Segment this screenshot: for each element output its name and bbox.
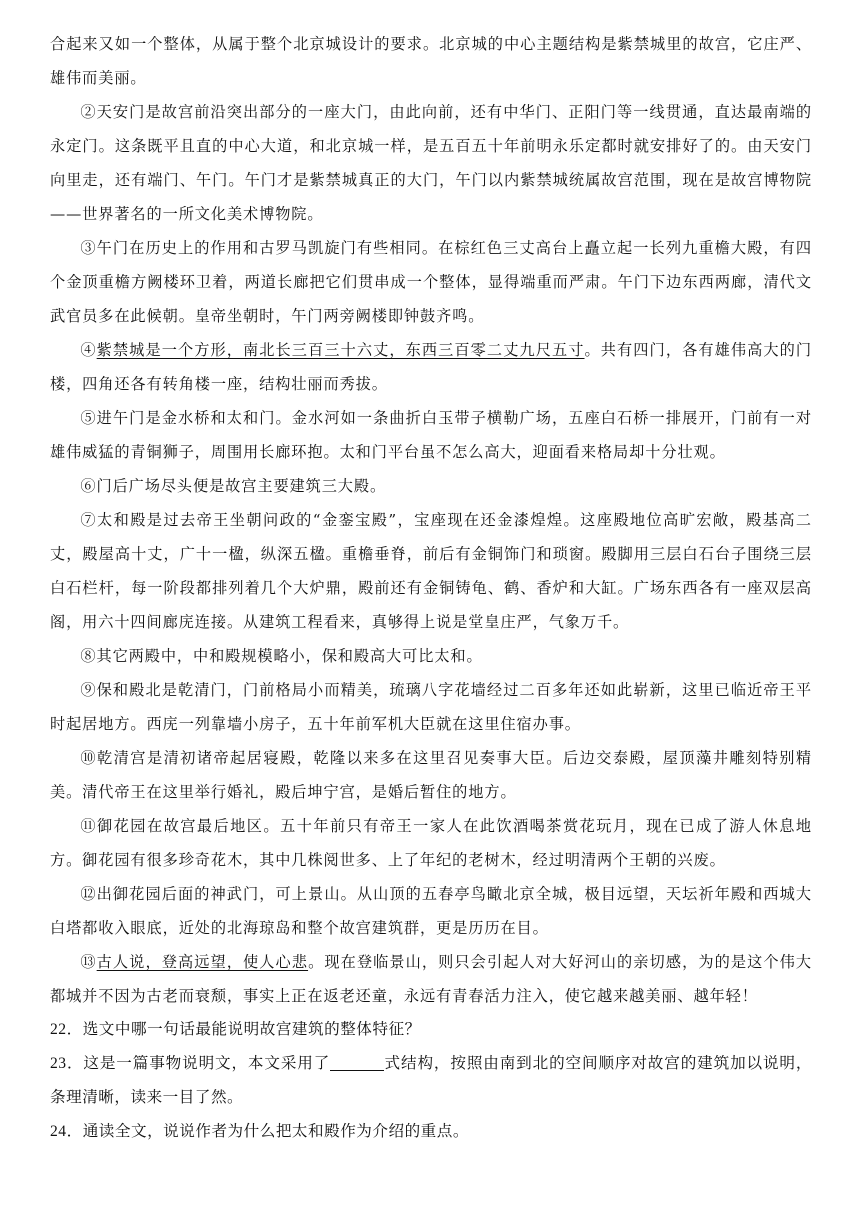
paragraph-5: ⑤进午门是金水桥和太和门。金水河如一条曲折白玉带子横勒广场，五座白石桥一排展开，门前有一对雄伟威猛的青铜狮子，周围用长廊环抱。太和门平台虽不怎么高大，迎面看来格局却十分壮观。: [50, 409, 812, 461]
paragraph-9: ⑨保和殿北是乾清门，门前格局小而精美，琉璃八字花墙经过二百多年还如此崭新，这里已临近帝王平时起居地方。西庑一列靠墙小房子，五十年前军机大臣就在这里住宿办事。: [50, 681, 812, 733]
paragraph-13-number: ⑬: [80, 953, 97, 971]
paragraph-6: ⑥门后广场尽头便是故宫主要建筑三大殿。: [80, 477, 387, 495]
paragraph-continuation: 合起来又如一个整体，从属于整个北京城设计的要求。北京城的中心主题结构是紫禁城里的故宫，它庄严、雄伟而美丽。: [50, 35, 812, 87]
underlined-sentence-13: 古人说，登高远望，使人心悲: [96, 953, 309, 971]
paragraph-11: ⑪御花园在故宫最后地区。五十年前只有帝王一家人在此饮酒喝茶赏花玩月，现在已成了游人休息地方。御花园有很多珍奇花木，其中几株阅世多、上了年纪的老树木，经过明清两个王朝的兴废。: [50, 817, 812, 869]
paragraph-10: ⑩乾清宫是清初诸帝起居寝殿，乾隆以来多在这里召见奏事大臣。后边交泰殿，屋顶藻井雕刻特别精美。清代帝王在这里举行婚礼，殿后坤宁宫，是婚后暂住的地方。: [50, 749, 812, 801]
underlined-sentence-4: 紫禁城是一个方形，南北长三百三十六丈，东西三百零二丈九尺五寸: [96, 341, 585, 359]
answer-blank[interactable]: [330, 1054, 384, 1071]
document-page: [50, 27, 812, 1149]
question-23-after: 式结构，按照由南到北的空间顺序对故宫的建筑加以说明，条理清晰，读来一目了然。: [50, 1055, 812, 1106]
paragraph-4-rest: 。共有四门，各有雄伟高大的门楼，四角还各有转角楼一座，结构壮丽而秀拔。: [50, 341, 813, 393]
paragraph-12: ⑫出御花园后面的神武门，可上景山。从山顶的五春亭鸟瞰北京全城，极目远望，天坛祈年殿和西城大白塔都收入眼底，近处的北海琼岛和整个故宫建筑群，更是历历在目。: [50, 885, 812, 937]
question-24: 24．通读全文，说说作者为什么把太和殿作为介绍的重点。: [50, 1123, 469, 1140]
paragraph-7: ⑦太和殿是过去帝王坐朝问政的“金銮宝殿”，宝座现在还金漆煌煌。这座殿地位高旷宏敞，殿基高二丈，殿屋高十丈，广十一楹，纵深五楹。重檐垂脊，前后有金铜饰门和琐窗。殿脚用三层白石台子围绕三层白石栏杆，每一阶段都排列着几个大炉鼎，殿前还有金铜铸龟、鹤、香炉和大缸。广场东西各有一座双层高阁，用六十四间廊庑连接。从建筑工程看来，真够得上说是堂皇庄严，气象万千。: [50, 511, 812, 631]
question-23-before: 23．这是一篇事物说明文，本文采用了: [50, 1055, 331, 1072]
paragraph-4-number: ④: [80, 341, 97, 359]
paragraph-2: ②天安门是故宫前沿突出部分的一座大门，由此向前，还有中华门、正阳门等一线贯通，直达最南端的永定门。这条既平且直的中心大道，和北京城一样，是五百五十年前明永乐定都时就安排好了的。由天安门向里走，还有端门、午门。午门才是紫禁城真正的大门，午门以内紫禁城统属故宫范围，现在是故宫博物院——世界著名的一所文化美术博物院。: [50, 103, 812, 223]
paragraph-13: [50, 945, 812, 1013]
paragraph-4: [50, 333, 812, 401]
question-23: [50, 1047, 812, 1115]
paragraph-8: ⑧其它两殿中，中和殿规模略小，保和殿高大可比太和。: [80, 647, 483, 665]
question-22: 22．选文中哪一句话最能说明故宫建筑的整体特征？: [50, 1021, 421, 1038]
paragraph-13-rest: 。现在登临景山，则只会引起人对大好河山的亲切感，为的是这个伟大都城并不因为古老而衰颓，事实上正在返老还童，永远有青春活力注入，使它越来越美丽、越年轻！: [50, 953, 812, 1005]
paragraph-3: ③午门在历史上的作用和古罗马凯旋门有些相同。在棕红色三丈高台上矗立起一长列九重檐大殿，有四个金顶重檐方阙楼环卫着，两道长廊把它们贯串成一个整体，显得端重而严肃。午门下边东西两廊，清代文武官员多在此候朝。皇帝坐朝时，午门两旁阙楼即钟鼓齐鸣。: [50, 239, 812, 325]
